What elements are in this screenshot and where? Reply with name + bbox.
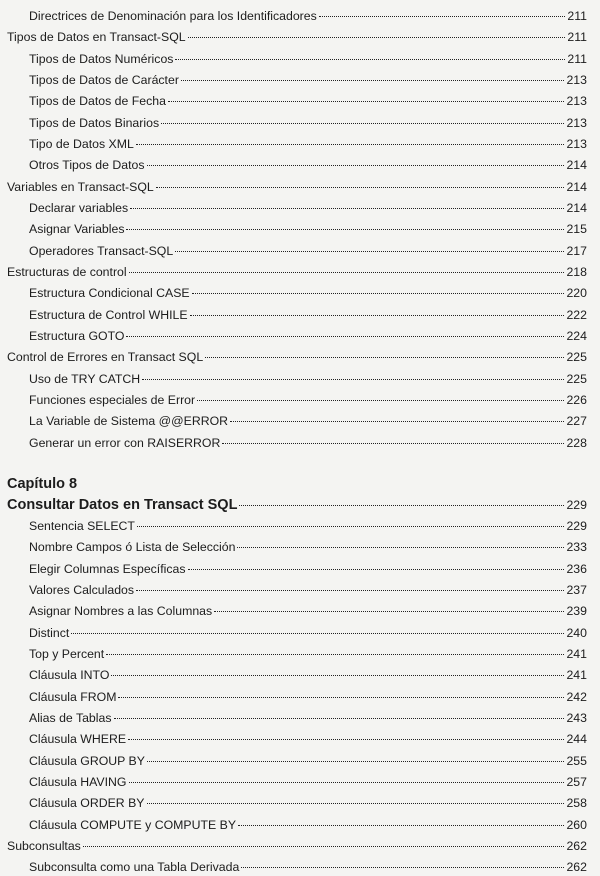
entry-title: Generar un error con RAISERROR <box>29 435 221 450</box>
dot-leader <box>83 846 565 847</box>
toc-section-entry <box>7 179 587 195</box>
entry-title: La Variable de Sistema @@ERROR <box>29 414 229 429</box>
toc-subsection-entry <box>29 539 587 555</box>
toc-subsection-entry <box>29 667 587 683</box>
toc-subsection-entry <box>29 157 587 173</box>
entry-page-number: 243 <box>566 710 587 725</box>
entry-page-number: 228 <box>566 435 587 450</box>
dot-leader <box>181 80 565 81</box>
toc-subsection-entry <box>29 392 587 408</box>
entry-title: Cláusula WHERE <box>29 732 127 747</box>
toc-section-entry <box>7 349 587 365</box>
entry-title: Subconsulta como una Tabla Derivada <box>29 860 240 875</box>
entry-title: Declarar variables <box>29 200 129 215</box>
entry-title: Otros Tipos de Datos <box>29 158 145 173</box>
dot-leader <box>237 547 564 548</box>
entry-page-number: 241 <box>566 668 587 683</box>
toc-subsection-entry <box>29 731 587 747</box>
entry-title: Operadores Transact-SQL <box>29 243 174 258</box>
toc-subsection-entry <box>29 221 587 237</box>
entry-page-number: 213 <box>566 136 587 151</box>
entry-page-number: 214 <box>566 158 587 173</box>
dot-leader <box>126 336 564 337</box>
dot-leader <box>168 101 565 102</box>
entry-title: Alias de Tablas <box>29 710 112 725</box>
toc-section-entry <box>7 838 587 854</box>
toc-section-entry <box>7 29 587 45</box>
entry-title: Funciones especiales de Error <box>29 392 196 407</box>
entry-title: Valores Calculados <box>29 582 135 597</box>
dot-leader <box>175 251 564 252</box>
dot-leader <box>156 187 565 188</box>
entry-page-number: 215 <box>566 222 587 237</box>
toc-subsection-entry <box>29 774 587 790</box>
dot-leader <box>319 16 566 17</box>
entry-title: Sentencia SELECT <box>29 519 135 533</box>
entry-title: Estructura de Control WHILE <box>29 307 188 322</box>
entry-title: Asignar Variables <box>29 222 125 237</box>
entry-page-number: 220 <box>566 286 587 301</box>
dot-leader <box>230 421 564 422</box>
entry-title: Cláusula INTO <box>29 668 110 683</box>
entry-title: Uso de TRY CATCH <box>29 371 141 386</box>
entry-page-number: 213 <box>566 115 587 130</box>
entry-page-number: 260 <box>566 817 587 832</box>
toc-subsection-entry <box>29 859 587 875</box>
toc-subsection-entry <box>29 413 587 429</box>
entry-page-number: 229 <box>566 498 587 512</box>
dot-leader <box>130 208 564 209</box>
entry-title: Tipos de Datos de Fecha <box>29 94 166 109</box>
entry-page-number: 213 <box>566 94 587 109</box>
toc-subsection-entry <box>29 817 587 833</box>
entry-page-number: 262 <box>566 860 587 875</box>
toc-subsection-entry <box>29 435 587 451</box>
entry-title: Tipos de Datos de Carácter <box>29 72 179 87</box>
dot-leader <box>111 675 564 676</box>
entry-page-number: 214 <box>566 179 587 194</box>
entry-page-number: 237 <box>566 582 587 597</box>
entry-title: Directrices de Denominación para los Identificadores <box>29 9 317 23</box>
toc-subsection-entry <box>29 200 587 216</box>
toc-subsection-entry <box>29 328 587 344</box>
dot-leader <box>147 803 565 804</box>
entry-page-number: 214 <box>566 200 587 215</box>
entry-page-number: 217 <box>566 243 587 258</box>
dot-leader <box>222 443 564 444</box>
entry-page-number: 211 <box>567 30 587 45</box>
entry-page-number: 255 <box>566 753 587 768</box>
toc-subsection-entry <box>29 51 587 67</box>
entry-page-number: 233 <box>566 540 587 555</box>
toc-subsection-entry <box>29 518 587 534</box>
dot-leader <box>142 379 564 380</box>
entry-page-number: 224 <box>566 328 587 343</box>
entry-title: Nombre Campos ó Lista de Selección <box>29 540 236 555</box>
entry-page-number: 242 <box>566 689 587 704</box>
toc-subsection-entry <box>29 371 587 387</box>
entry-page-number: 258 <box>566 796 587 811</box>
dot-leader <box>106 654 564 655</box>
toc-subsection-entry <box>29 307 587 323</box>
chapter-label: Capítulo 8 <box>7 476 78 492</box>
entry-title: Cláusula ORDER BY <box>29 796 145 811</box>
entry-title: Top y Percent <box>29 646 105 661</box>
toc-subsection-entry <box>29 72 587 88</box>
dot-leader <box>129 782 565 783</box>
entry-page-number: 225 <box>566 371 587 386</box>
entry-title: Control de Errores en Transact SQL <box>7 350 204 365</box>
dot-leader <box>175 59 565 60</box>
dot-leader <box>147 165 565 166</box>
dot-leader <box>190 315 565 316</box>
toc-subsection-entry <box>29 136 587 152</box>
entry-page-number: 241 <box>566 646 587 661</box>
dot-leader <box>188 569 565 570</box>
entry-title: Asignar Nombres a las Columnas <box>29 604 213 619</box>
entry-title: Estructura GOTO <box>29 328 125 343</box>
entry-page-number: 227 <box>566 414 587 429</box>
dot-leader <box>188 37 566 38</box>
dot-leader <box>161 123 564 124</box>
dot-leader <box>126 229 564 230</box>
entry-title: Elegir Columnas Específicas <box>29 561 186 576</box>
entry-title: Distinct <box>29 625 70 640</box>
entry-title: Tipo de Datos XML <box>29 136 134 151</box>
toc-subsection-entry <box>29 285 587 301</box>
entry-title: Consultar Datos en Transact SQL <box>7 497 238 513</box>
entry-page-number: 262 <box>566 838 587 853</box>
toc-subsection-entry <box>29 603 587 619</box>
entry-page-number: 239 <box>566 604 587 619</box>
entry-title: Estructuras de control <box>7 264 127 279</box>
entry-page-number: 213 <box>566 72 587 87</box>
dot-leader <box>136 144 565 145</box>
dot-leader <box>214 611 564 612</box>
entry-page-number: 218 <box>566 264 587 279</box>
dot-leader <box>205 357 564 358</box>
toc-subsection-entry <box>29 710 587 726</box>
entry-page-number: 211 <box>567 9 587 23</box>
entry-title: Tipos de Datos Binarios <box>29 115 160 130</box>
entry-title: Cláusula HAVING <box>29 774 127 789</box>
toc-subsection-entry <box>29 753 587 769</box>
toc-subsection-entry <box>29 93 587 109</box>
entry-page-number: 225 <box>566 350 587 365</box>
toc-subsection-entry <box>29 561 587 577</box>
dot-leader <box>114 718 565 719</box>
toc-subsection-entry <box>29 625 587 641</box>
dot-leader <box>129 272 565 273</box>
dot-leader <box>118 697 564 698</box>
dot-leader <box>128 739 564 740</box>
entry-title: Tipos de Datos Numéricos <box>29 51 174 66</box>
entry-page-number: 222 <box>566 307 587 322</box>
dot-leader <box>136 590 564 591</box>
entry-page-number: 229 <box>566 519 587 533</box>
entry-page-number: 226 <box>566 392 587 407</box>
toc-subsection-entry <box>29 795 587 811</box>
toc-subsection-entry <box>29 646 587 662</box>
entry-title: Estructura Condicional CASE <box>29 286 190 301</box>
toc-subsection-entry <box>29 115 587 131</box>
entry-page-number: 257 <box>566 774 587 789</box>
toc-subsection-entry <box>29 243 587 259</box>
entry-page-number: 236 <box>566 561 587 576</box>
entry-page-number: 211 <box>567 51 587 66</box>
entry-title: Tipos de Datos en Transact-SQL <box>7 30 186 45</box>
dot-leader <box>71 633 564 634</box>
dot-leader <box>241 867 564 868</box>
dot-leader <box>147 761 565 762</box>
entry-page-number: 244 <box>566 732 587 747</box>
entry-page-number: 240 <box>566 625 587 640</box>
toc-subsection-entry <box>29 8 587 24</box>
entry-title: Subconsultas <box>7 838 81 853</box>
dot-leader <box>238 825 564 826</box>
toc-subsection-entry <box>29 689 587 705</box>
dot-leader <box>239 505 564 506</box>
toc-subsection-entry <box>29 582 587 598</box>
chapter-title-entry <box>7 497 587 513</box>
entry-title: Variables en Transact-SQL <box>7 179 154 194</box>
toc-section-entry <box>7 264 587 280</box>
dot-leader <box>197 400 564 401</box>
entry-title: Cláusula COMPUTE y COMPUTE BY <box>29 817 237 832</box>
dot-leader <box>137 526 565 527</box>
entry-title: Cláusula GROUP BY <box>29 753 145 768</box>
entry-title: Cláusula FROM <box>29 689 117 704</box>
dot-leader <box>192 293 565 294</box>
